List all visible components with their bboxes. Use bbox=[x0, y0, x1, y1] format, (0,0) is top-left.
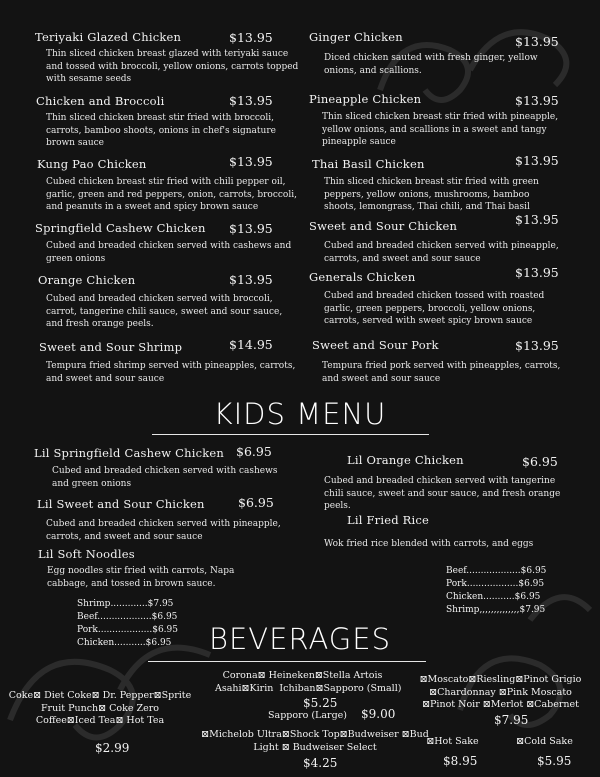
item-description: Egg noodles stir fried with carrots, Napa cabbage, and tossed in brown sauce. bbox=[47, 566, 235, 589]
item-price: $13.95 bbox=[229, 221, 273, 236]
beverage-list: ⊠Michelob Ultra⊠Shock Top⊠Budweiser ⊠Bud Light ⊠ Budweiser Select bbox=[201, 729, 429, 753]
item-price: $13.95 bbox=[515, 34, 559, 49]
item-name: Ginger Chicken bbox=[309, 30, 403, 44]
item-name: Thai Basil Chicken bbox=[312, 157, 425, 171]
beverage-price: $5.25 bbox=[303, 696, 338, 710]
item-description: Tempura fried shrimp served with pineapples, carrots, and sweet and sour sauce bbox=[46, 361, 296, 384]
item-description: Wok fried rice blended with carrots, and eggs bbox=[324, 539, 534, 549]
beverage-price: $9.00 bbox=[361, 707, 396, 721]
item-price: $6.95 bbox=[238, 495, 274, 510]
item-price: $13.95 bbox=[229, 93, 273, 108]
item-description: Tempura fried pork served with pineapples, carrots, and sweet and sour sauce bbox=[322, 361, 561, 384]
item-name: Chicken and Broccoli bbox=[36, 94, 165, 108]
item-name: Sweet and Sour Pork bbox=[312, 338, 439, 352]
beverage-list: Sapporo (Large) bbox=[268, 710, 347, 721]
item-price: $6.95 bbox=[522, 454, 558, 469]
beverage-price: $4.25 bbox=[303, 756, 338, 770]
item-name: Lil Sweet and Sour Chicken bbox=[37, 497, 205, 511]
item-description: Thin sliced chicken breast stir fried with green peppers, yellow onions, mushrooms, bamboo shoots, lemongrass, Thai chili, and Thai basil bbox=[324, 177, 539, 212]
item-description: Cubed and breaded chicken served with broccoli, carrot, tangerine chili sauce, sweet and sour sauce, and fresh orange peels. bbox=[46, 294, 283, 329]
item-name: Teriyaki Glazed Chicken bbox=[35, 30, 182, 44]
beverage-list: ⊠Moscato⊠Riesling⊠Pinot Grigio ⊠Chardonnay ⊠Pink Moscato ⊠Pinot Noir ⊠Merlot ⊠Cabernet bbox=[419, 674, 582, 710]
item-description: Cubed and breaded chicken served with pineapple, carrots, and sweet and sour sauce bbox=[324, 241, 559, 264]
item-name: Generals Chicken bbox=[309, 270, 416, 284]
beverage-price: $5.95 bbox=[537, 754, 572, 768]
beverage-price: $8.95 bbox=[443, 754, 478, 768]
item-price: $13.95 bbox=[515, 265, 559, 280]
item-description: Cubed and breaded chicken served with cashews and green onions bbox=[52, 466, 278, 489]
option-line: Pork...................$6.95 bbox=[77, 625, 178, 635]
option-line: Beef...................$6.95 bbox=[77, 612, 178, 622]
kids-menu-heading: KIDS MENU bbox=[213, 397, 387, 431]
item-description: Thin sliced chicken breast glazed with teriyaki sauce and tossed with broccoli, yellow onions, carrots topped with sesame seeds bbox=[46, 49, 299, 84]
item-name: Springfield Cashew Chicken bbox=[35, 221, 206, 235]
item-price: $13.95 bbox=[515, 338, 559, 353]
item-name: Pineapple Chicken bbox=[309, 92, 422, 106]
option-line: Shrimp.............$7.95 bbox=[77, 599, 174, 609]
option-line: Chicken...........$6.95 bbox=[77, 638, 172, 648]
item-description: Diced chicken sauted with fresh ginger, yellow onions, and scallions. bbox=[324, 53, 538, 76]
beverage-list: Corona⊠ Heineken⊠Stella Artois Asahi⊠Kirin Ichiban⊠Sapporo (Small) bbox=[215, 670, 402, 694]
item-name: Lil Orange Chicken bbox=[347, 453, 464, 467]
item-name: Sweet and Sour Shrimp bbox=[39, 340, 183, 354]
item-description: Cubed and breaded chicken served with tangerine chili sauce, sweet and sour sauce, and fresh orange peels. bbox=[324, 476, 561, 511]
option-line: Beef...................$6.95 bbox=[446, 566, 547, 576]
item-description: Cubed chicken breast stir fried with chili pepper oil, garlic, green and red peppers, onion, carrots, broccoli, and peanuts in a sweet and spicy brown sauce bbox=[46, 177, 297, 212]
item-name: Kung Pao Chicken bbox=[37, 157, 147, 171]
item-name: Lil Soft Noodles bbox=[38, 547, 135, 561]
option-line: Chicken...........$6.95 bbox=[446, 592, 541, 602]
item-description: Thin sliced chicken breast stir fried with broccoli, carrots, bamboo shoots, onions in chef's signature brown sauce bbox=[46, 113, 276, 148]
beverage-list: Coke⊠ Diet Coke⊠ Dr. Pepper⊠Sprite Fruit Punch⊠ Coke Zero Coffee⊠Iced Tea⊠ Hot Tea bbox=[8, 690, 192, 726]
item-price: $6.95 bbox=[236, 444, 272, 459]
item-name: Lil Springfield Cashew Chicken bbox=[34, 446, 225, 460]
kids-menu-divider bbox=[152, 434, 429, 435]
item-description: Cubed and breaded chicken served with cashews and green onions bbox=[46, 241, 292, 264]
item-price: $13.95 bbox=[515, 93, 559, 108]
item-price: $13.95 bbox=[229, 154, 273, 169]
beverage-price: $7.95 bbox=[494, 713, 529, 727]
item-description: Cubed and breaded chicken served with pineapple, carrots, and sweet and sour sauce bbox=[46, 519, 281, 542]
cloud-swirl-decoration bbox=[440, 560, 600, 760]
item-price: $13.95 bbox=[229, 30, 273, 45]
beverages-divider bbox=[148, 661, 426, 662]
option-line: Pork..................$6.95 bbox=[446, 579, 545, 589]
item-description: Thin sliced chicken breast stir fried with pineapple, yellow onions, and scallions in a sweet and tangy pineapple sauce bbox=[322, 112, 559, 147]
item-price: $13.95 bbox=[229, 272, 273, 287]
item-price: $13.95 bbox=[515, 153, 559, 168]
item-name: Sweet and Sour Chicken bbox=[309, 219, 458, 233]
option-line: Shrimp,,,,,,,,,,,,,,$7.95 bbox=[446, 605, 546, 615]
beverage-price: $2.99 bbox=[95, 741, 130, 755]
item-description: Cubed and breaded chicken tossed with roasted garlic, green peppers, broccoli, yellow onions, carrots, served with sweet spicy brown sauce bbox=[324, 291, 545, 326]
item-price: $13.95 bbox=[515, 212, 559, 227]
item-price: $14.95 bbox=[229, 337, 273, 352]
item-name: Orange Chicken bbox=[38, 273, 136, 287]
item-name: Lil Fried Rice bbox=[347, 513, 430, 527]
beverage-list: ⊠Cold Sake bbox=[516, 736, 573, 747]
beverages-heading: BEVERAGES bbox=[209, 622, 391, 656]
beverage-list: ⊠Hot Sake bbox=[426, 736, 479, 747]
